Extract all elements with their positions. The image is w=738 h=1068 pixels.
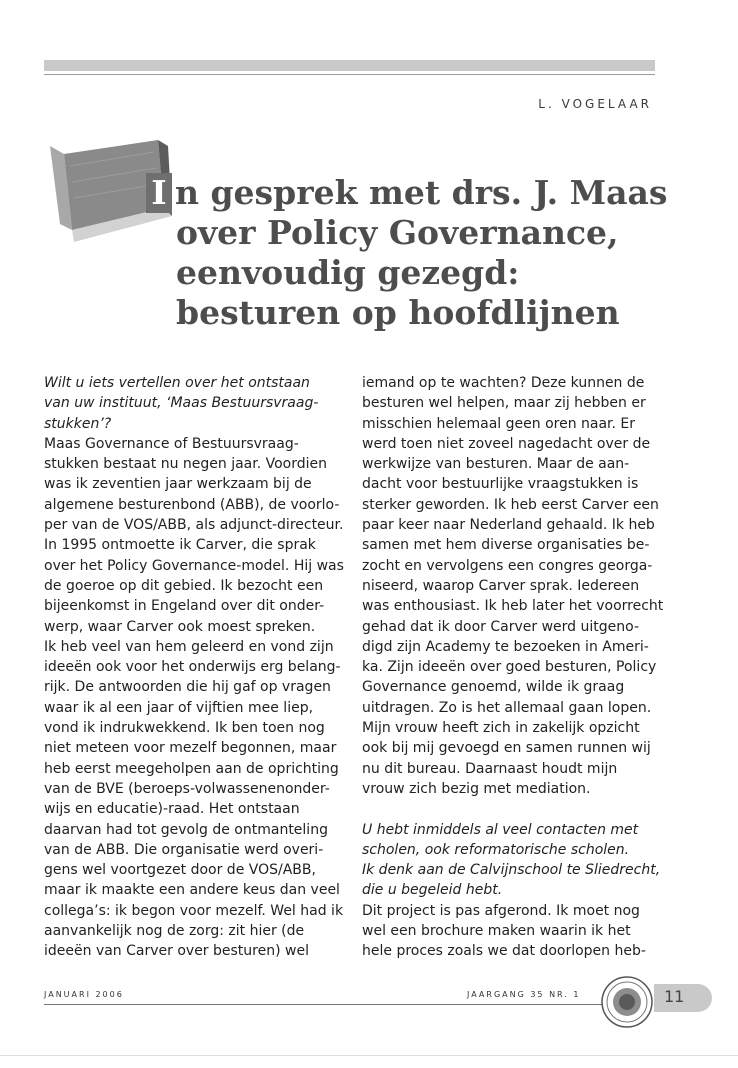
text-line: nu dit bureau. Daarnaast houdt mijn	[362, 760, 618, 777]
title-line-1: I n gesprek met drs. J. Maas	[146, 173, 666, 213]
text-line: hele proces zoals we dat doorlopen heb-	[362, 943, 646, 960]
text-line: van de ABB. Die organisatie werd overi-	[44, 841, 324, 858]
issue-volume: JAARGANG 35 NR. 1	[467, 990, 581, 999]
text-line: vrouw zich bezig met mediation.	[362, 780, 591, 797]
question-line: scholen, ook reformatorische scholen.	[362, 841, 630, 858]
text-line: ideeën ook voor het onderwijs erg belang-	[44, 659, 341, 676]
text-line: maar ik maakte een andere keus dan veel	[44, 882, 340, 899]
footer-rule	[44, 1004, 604, 1005]
text-line: dacht voor bestuurlijke vraagstukken is	[362, 476, 639, 493]
text-line: digd zijn Academy te bezoeken in Ameri-	[362, 638, 649, 655]
paragraph-gap	[362, 799, 662, 819]
text-line: werkwijze van besturen. Maar de aan-	[362, 456, 630, 473]
text-line: van de BVE (beroeps-volwassenenonder-	[44, 780, 330, 797]
text-line: ideeën van Carver over besturen) wel	[44, 943, 309, 960]
question-line: U hebt inmiddels al veel contacten met	[362, 821, 639, 838]
text-line: waar ik al een jaar of vijftien mee liep,	[44, 699, 314, 716]
issue-date: JANUARI 2006	[44, 990, 124, 999]
question-line: van uw instituut, ‘Maas Bestuursvraag-	[44, 395, 319, 412]
question-line: stukken’?	[44, 415, 112, 432]
text-line: Governance genoemd, wilde ik graag	[362, 679, 625, 696]
text-line: werp, waar Carver ook moest spreken.	[44, 618, 316, 635]
text-line: sterker geworden. Ik heb eerst Carver een	[362, 496, 659, 513]
text-line: Dit project is pas afgerond. Ik moet nog	[362, 902, 640, 919]
title-line-4: besturen op hoofdlijnen	[176, 293, 620, 332]
text-line: samen met hem diverse organisaties be-	[362, 537, 650, 554]
seal-emblem-icon	[600, 975, 654, 1029]
text-line: uitdragen. Zo is het allemaal gaan lopen.	[362, 699, 652, 716]
text-line: vond ik indrukwekkend. Ik ben toen nog	[44, 720, 325, 737]
text-line: ook bij mij gevoegd en samen runnen wij	[362, 740, 651, 757]
header-rule	[44, 74, 655, 75]
left-column	[44, 373, 344, 962]
text-line: was enthousiast. Ik heb later het voorrecht	[362, 598, 664, 615]
right-column	[362, 373, 662, 962]
text-line: heb eerst meegeholpen aan de oprichting	[44, 760, 339, 777]
title-line-3: eenvoudig gezegd:	[176, 253, 520, 292]
text-line: Maas Governance of Bestuursvraag-	[44, 435, 299, 452]
text-line: gens wel voortgezet door de VOS/ABB,	[44, 862, 316, 879]
drop-cap: I	[146, 173, 172, 213]
text-line: rijk. De antwoorden die hij gaf op vragen	[44, 679, 331, 696]
text-line: besturen wel helpen, maar zij hebben er	[362, 395, 646, 412]
text-line: In 1995 ontmoette ik Carver, die sprak	[44, 537, 316, 554]
text-line: stukken bestaat nu negen jaar. Voordien	[44, 456, 328, 473]
text-line: de goeroe op dit gebied. Ik bezocht een	[44, 577, 324, 594]
text-line: aanvankelijk nog de zorg: zit hier (de	[44, 923, 305, 940]
text-line: was ik zeventien jaar werkzaam bij de	[44, 476, 312, 493]
text-line: paar keer naar Nederland gehaald. Ik heb	[362, 517, 655, 534]
header-bar	[44, 60, 655, 71]
text-line: ka. Zijn ideeën over goed besturen, Policy	[362, 659, 657, 676]
text-line: werd toen niet zoveel nagedacht over de	[362, 435, 651, 452]
text-line: collega’s: ik begon voor mezelf. Wel had ik	[44, 902, 344, 919]
text-line: Mijn vrouw heeft zich in zakelijk opzicht	[362, 720, 640, 737]
text-line: wel een brochure maken waarin ik het	[362, 923, 631, 940]
text-line: niet meteen voor mezelf begonnen, maar	[44, 740, 337, 757]
title-line-2: over Policy Governance,	[176, 213, 619, 252]
text-line: niseerd, waarop Carver sprak. Iedereen	[362, 577, 640, 594]
question-line: die u begeleid hebt.	[362, 882, 503, 899]
text-line: daarvan had tot gevolg de ontmanteling	[44, 821, 328, 838]
page-edge-line	[0, 1055, 738, 1056]
article-title	[146, 173, 666, 333]
author-name: L. VOGELAAR	[538, 97, 652, 111]
text-line: over het Policy Governance-model. Hij was	[44, 557, 344, 574]
text-line: algemene besturenbond (ABB), de voorlo-	[44, 496, 340, 513]
text-line: misschien helemaal geen oren naar. Er	[362, 415, 636, 432]
text-line: zocht en vervolgens een congres georga-	[362, 557, 653, 574]
text-line: per van de VOS/ABB, als adjunct-directeur.	[44, 517, 344, 534]
text-line: Ik heb veel van hem geleerd en vond zijn	[44, 638, 334, 655]
text-line: iemand op te wachten? Deze kunnen de	[362, 375, 645, 391]
text-line: bijeenkomst in Engeland over dit onder-	[44, 598, 325, 615]
page-number: 11	[664, 987, 685, 1006]
text-line: gehad dat ik door Carver werd uitgeno-	[362, 618, 639, 635]
text-line: wijs en educatie)-raad. Het ontstaan	[44, 801, 300, 818]
question-line: Ik denk aan de Calvijnschool te Sliedrecht,	[362, 862, 661, 879]
question-line: Wilt u iets vertellen over het ontstaan	[44, 375, 310, 391]
